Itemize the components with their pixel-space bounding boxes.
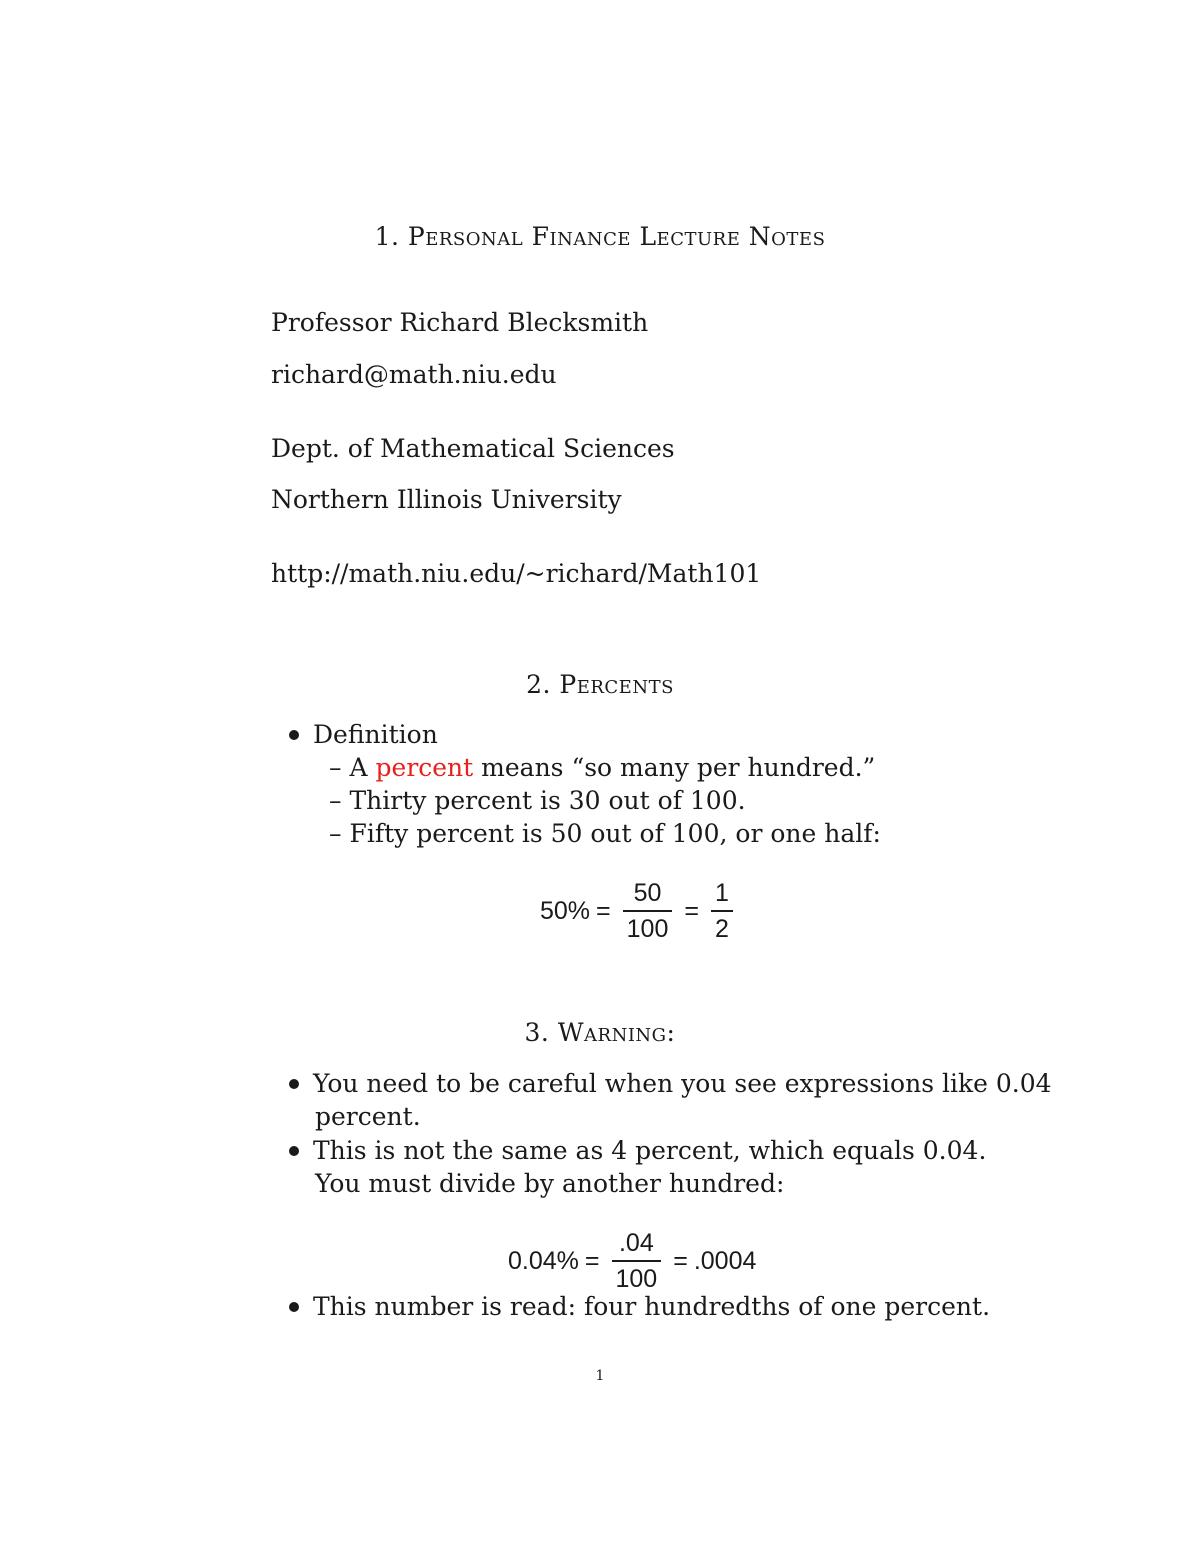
- dash-icon: –: [329, 753, 342, 782]
- department: Dept. of Mathematical Sciences: [271, 434, 675, 463]
- eq-lhs: 0.04%: [508, 1246, 579, 1275]
- equation-fifty-percent: [540, 876, 739, 946]
- sub-item-percent-definition: [329, 753, 875, 782]
- bullet-definition: [289, 720, 438, 749]
- eq-equals: =: [684, 896, 699, 925]
- page-number: 1: [595, 1368, 605, 1384]
- professor-name: Professor Richard Blecksmith: [271, 308, 649, 337]
- sub2-text: Thirty percent is 30 out of 100.: [349, 786, 746, 815]
- email-address: richard@math.niu.edu: [271, 360, 557, 389]
- bullet-icon: [289, 1146, 299, 1156]
- bullet1-continuation: percent.: [315, 1102, 421, 1131]
- eq-equals: =: [673, 1246, 688, 1275]
- frac-denominator: 100: [615, 1265, 658, 1293]
- frac-numerator: .04: [618, 1229, 654, 1257]
- section-1-title: 1. Personal Finance Lecture Notes: [374, 222, 826, 251]
- bullet2-continuation: You must divide by another hundred:: [315, 1169, 785, 1198]
- bullet-read: [289, 1292, 990, 1321]
- bullet-definition-label: Definition: [313, 720, 438, 749]
- section-3-title: 3. Warning:: [524, 1018, 676, 1047]
- term-percent: percent: [375, 753, 474, 782]
- bullet2-line1: This is not the same as 4 percent, which equals 0.04.: [313, 1136, 987, 1165]
- equation-point-zero-four: [508, 1226, 756, 1296]
- bullet3-text: This number is read: four hundredths of one percent.: [313, 1292, 991, 1321]
- dash-icon: –: [329, 819, 342, 848]
- bullet1-line1: You need to be careful when you see expressions like 0.04: [313, 1069, 1052, 1098]
- sub3-text: Fifty percent is 50 out of 100, or one half:: [349, 819, 881, 848]
- sub1-post: means “so many per hundred.”: [473, 753, 876, 782]
- university: Northern Illinois University: [271, 485, 622, 514]
- fraction-04-100: [612, 1226, 662, 1296]
- bullet-not-same: [289, 1136, 986, 1165]
- eq-rhs: .0004: [693, 1246, 757, 1275]
- bullet-icon: [289, 730, 299, 740]
- fraction-50-100: [623, 876, 673, 946]
- sub-item-thirty: [329, 786, 746, 815]
- section-2-title: 2. Percents: [526, 670, 674, 699]
- frac-numerator: 1: [714, 879, 729, 907]
- bullet-icon: [289, 1302, 299, 1312]
- sub-item-fifty: [329, 819, 881, 848]
- sub1-pre: A: [349, 753, 376, 782]
- dash-icon: –: [329, 786, 342, 815]
- bullet-careful: [289, 1069, 1052, 1098]
- frac-numerator: 50: [633, 879, 662, 907]
- eq-equals: =: [584, 1246, 600, 1275]
- bullet-icon: [289, 1079, 299, 1089]
- fraction-1-2: [711, 876, 733, 946]
- frac-denominator: 2: [714, 915, 729, 943]
- frac-denominator: 100: [626, 915, 669, 943]
- course-url: http://math.niu.edu/~richard/Math101: [271, 559, 762, 588]
- eq-equals: =: [596, 896, 611, 925]
- eq-lhs: 50%: [540, 896, 591, 925]
